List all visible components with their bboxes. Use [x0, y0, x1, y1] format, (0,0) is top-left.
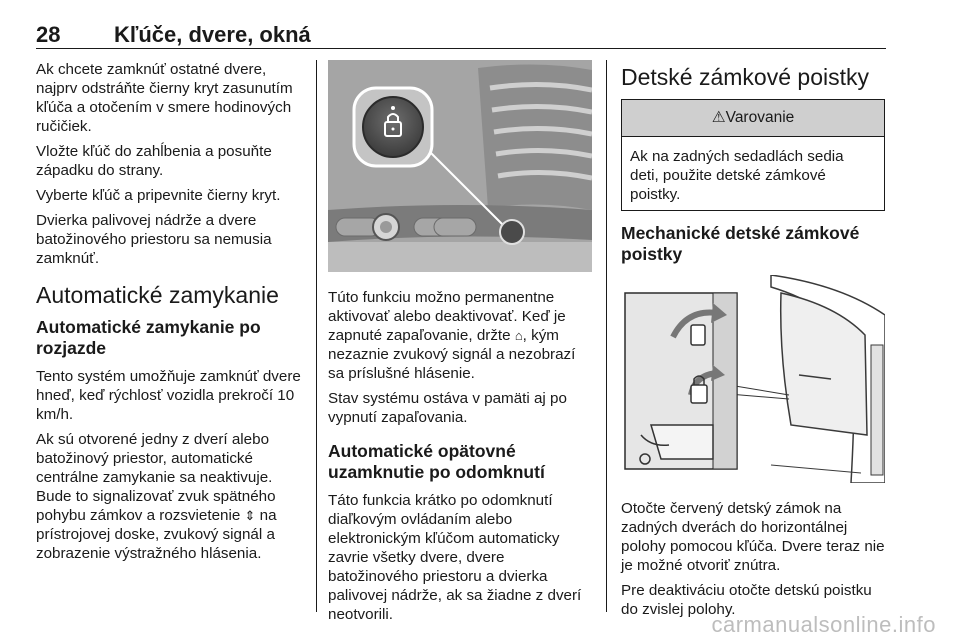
page-header [36, 18, 886, 49]
paragraph [328, 288, 592, 383]
column-1 [36, 60, 306, 569]
text-run: Túto funkciu možno permanentne aktivovať alebo deaktivovať. Keď je zapnuté zapaľovanie, držte [328, 289, 566, 344]
text-run: na prístrojovej doske, zvukový signál a zobrazenie výstražného hlásenia. [36, 507, 277, 562]
paragraph: Pre deaktiváciu otočte detskú poistku do zvislej polohy. [621, 582, 872, 618]
dashboard-lock-button-figure [328, 60, 592, 272]
column-divider [316, 60, 317, 612]
text-run: Ak sú otvorené jedny z dverí alebo batožinový priestor, automatické centrálne zamykanie sa neaktivuje. Bude to signalizovať zvuk spätného pohybu zámkov a rozsvietenie [36, 431, 276, 524]
warning-icon: ⚠ [711, 109, 726, 126]
lock-button-icon: ⌂ [514, 328, 523, 343]
paragraph: Dvierka palivovej nádrže a dvere batožinového priestoru sa nemusia zamknúť. [36, 212, 272, 267]
column-3 [621, 60, 885, 625]
paragraph [36, 430, 306, 563]
page-title: Kľúče, dvere, okná [114, 22, 311, 47]
child-lock-illustration [621, 275, 885, 483]
warning-box [621, 99, 885, 211]
paragraph: Vyberte kľúč a pripevnite čierny kryt. [36, 187, 281, 204]
warning-header [622, 100, 884, 137]
page-number: 28 [36, 22, 61, 47]
lock-indicator-icon: ⇕ [244, 508, 256, 523]
warning-body [622, 137, 884, 210]
paragraph: Stav systému ostáva v pamäti aj po vypnutí zapaľovania. [328, 390, 567, 426]
rear-door-child-lock-figure [621, 275, 885, 483]
paragraph: Vložte kľúč do zahĺbenia a posuňte západku do strany. [36, 143, 272, 179]
column-2 [328, 60, 592, 630]
warning-title: Varovanie [725, 109, 795, 126]
paragraph: Ak chcete zamknúť ostatné dvere, najprv odstráňte čierny kryt zasunutím kľúča a otočením v smere hodinových ručičiek. [36, 61, 293, 135]
paragraph: Otočte červený detský zámok na zadných dverách do horizontálnej polohy pomocou kľúča. Dvere teraz nie je možné otvoriť znútra. [621, 500, 885, 574]
text-run: , kým nezaznie zvukový signál a nezobrazí sa príslušné hlásenie. [328, 327, 576, 382]
lock-button-illustration [328, 60, 592, 272]
section-heading: Detské zámkové poistky [621, 64, 869, 90]
warning-text: Ak na zadných sedadlách sedia deti, použite detské zámkové poistky. [630, 148, 844, 203]
subsection-heading: Mechanické detské zámkové poistky [621, 223, 860, 264]
column-divider [606, 60, 607, 612]
paragraph: Tento systém umožňuje zamknúť dvere hneď, keď rýchlosť vozidla prekročí 10 km/h. [36, 368, 301, 423]
paragraph: Táto funkcia krátko po odomknutí diaľkovým ovládaním alebo elektronickým kľúčom automaticky zavrie všetky dvere, dvere batožinového priestoru a dvierka palivovej nádrže, ak sa žiadne z dverí neotvorili. [328, 492, 582, 623]
subsection-heading: Automatické zamykanie po rozjazde [36, 317, 261, 358]
watermark: carmanualsonline.info [711, 612, 936, 637]
subsection-heading: Automatické opätovné uzamknutie po odomknutí [328, 441, 545, 482]
section-heading: Automatické zamykanie [36, 282, 279, 308]
